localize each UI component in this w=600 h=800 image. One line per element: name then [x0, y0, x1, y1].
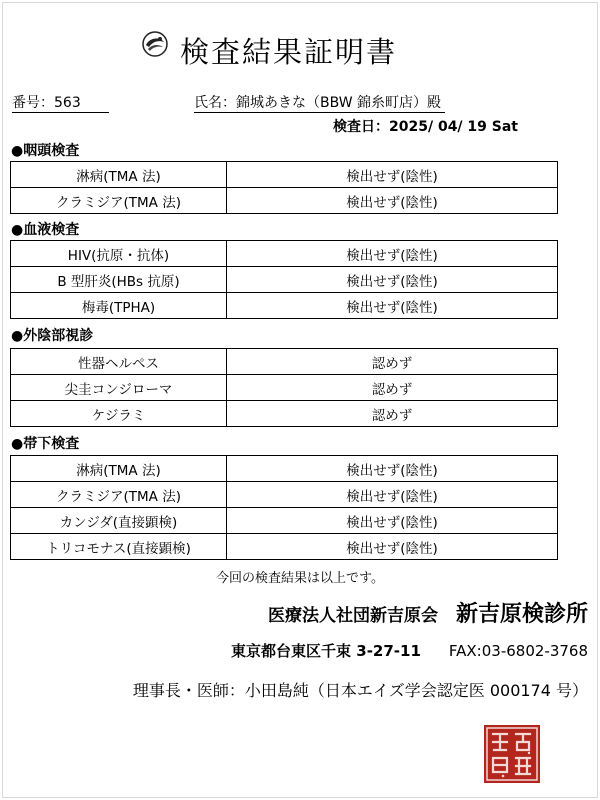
section-heading-discharge: ●帯下検査 — [11, 436, 80, 452]
results-table-blood — [10, 240, 558, 319]
table-row — [11, 482, 558, 508]
test-result-cell: 認めず — [227, 401, 558, 427]
test-result-cell: 認めず — [227, 349, 558, 375]
clinic-name: 新吉原検診所 — [455, 601, 588, 627]
test-result-cell: 検出せず(陰性) — [227, 162, 558, 188]
test-name-cell: 梅毒(TPHA) — [11, 293, 227, 319]
table-row — [11, 293, 558, 319]
table-row — [11, 162, 558, 188]
clinic-address: 東京都台東区千束 3-27-11 — [231, 642, 421, 660]
test-result-cell: 検出せず(陰性) — [227, 267, 558, 293]
fax-number: FAX:03-6802-3768 — [448, 642, 588, 660]
table-row — [11, 534, 558, 560]
section-heading-throat: ●咽頭検査 — [11, 143, 80, 159]
test-name-cell: 性器ヘルペス — [11, 349, 227, 375]
test-name-cell: B 型肝炎(HBs 抗原) — [11, 267, 227, 293]
test-name-cell: クラミジア(TMA 法) — [11, 482, 227, 508]
director-signature-line: 理事長・医師：小田島純（日本エイズ学会認定医 000174 号） — [132, 681, 588, 700]
test-result-cell: 検出せず(陰性) — [227, 188, 558, 214]
table-row — [11, 188, 558, 214]
test-name-cell: ケジラミ — [11, 401, 227, 427]
hanko-seal — [483, 724, 541, 784]
table-row — [11, 508, 558, 534]
test-result-cell: 認めず — [227, 375, 558, 401]
section-heading-external: ●外陰部視診 — [11, 328, 94, 344]
test-result-cell: 検出せず(陰性) — [227, 293, 558, 319]
document-title: 検査結果証明書 — [180, 35, 398, 69]
address-block — [231, 640, 588, 661]
test-name-cell: トリコモナス(直接顕検) — [11, 534, 227, 560]
closing-statement: 今回の検査結果は以上です。 — [216, 571, 384, 586]
table-row — [11, 401, 558, 427]
test-name-cell: カンジダ(直接顕検) — [11, 508, 227, 534]
test-result-cell: 検出せず(陰性) — [227, 482, 558, 508]
table-row — [11, 349, 558, 375]
certificate-number: 番号：563 — [12, 92, 109, 113]
test-name-cell: クラミジア(TMA 法) — [11, 188, 227, 214]
test-name-cell: HIV(抗原・抗体) — [11, 241, 227, 267]
results-table-discharge — [10, 455, 558, 560]
patient-name: 氏名：錦城あきな（BBW 錦糸町店）殿 — [194, 92, 445, 113]
test-name-cell: 淋病(TMA 法) — [11, 456, 227, 482]
table-row — [11, 241, 558, 267]
table-row — [11, 267, 558, 293]
section-heading-blood: ●血液検査 — [11, 222, 80, 238]
clinic-logo-icon — [141, 30, 169, 58]
results-table-throat — [10, 161, 558, 214]
results-table-external — [10, 348, 558, 427]
test-result-cell: 検出せず(陰性) — [227, 456, 558, 482]
exam-date: 検査日：2025/ 04/ 19 Sat — [333, 119, 519, 135]
table-row — [11, 375, 558, 401]
table-row — [11, 456, 558, 482]
test-result-cell: 検出せず(陰性) — [227, 241, 558, 267]
test-result-cell: 検出せず(陰性) — [227, 508, 558, 534]
test-result-cell: 検出せず(陰性) — [227, 534, 558, 560]
organization-block — [268, 597, 588, 628]
test-name-cell: 淋病(TMA 法) — [11, 162, 227, 188]
organization-name: 医療法人社団新吉原会 — [267, 606, 438, 626]
test-name-cell: 尖圭コンジローマ — [11, 375, 227, 401]
